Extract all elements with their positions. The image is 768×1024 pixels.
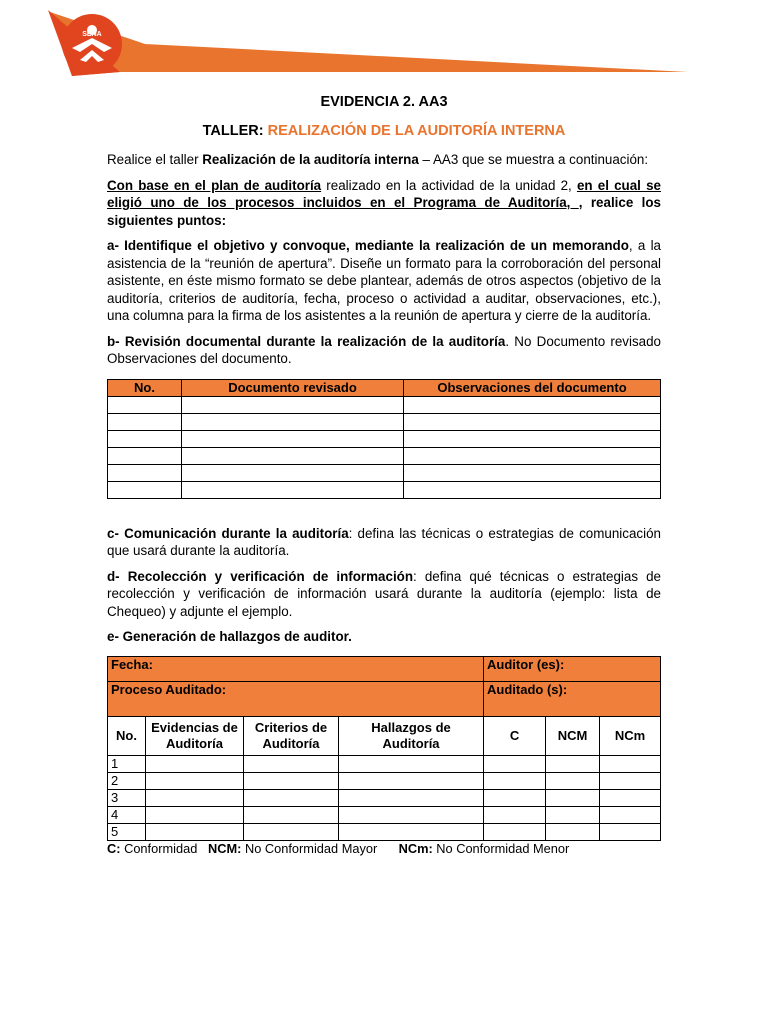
page-subtitle: TALLER: REALIZACIÓN DE LA AUDITORÍA INTERNA: [202, 123, 566, 139]
intro-paragraph: Realice el taller Realización de la auditoría interna – AA3 que se muestra a continuación:: [107, 152, 649, 167]
findings-table: [107, 656, 661, 841]
point-c: c- Comunicación durante la auditoría: defina las técnicas o estrategias de comunicación que usará durante la auditoría.: [107, 525, 661, 558]
document-body: [107, 91, 661, 857]
legend: C: Conformidad NCM: No Conformidad Mayor NCm: No Conformidad Menor: [107, 840, 570, 856]
documents-table: [107, 379, 661, 499]
fecha-label: Fecha:: [108, 656, 484, 681]
table-row: 1: [108, 755, 661, 772]
col-header-no: No.: [108, 716, 146, 755]
table-row: [108, 447, 661, 464]
col-header-documento: Documento revisado: [182, 379, 404, 396]
logo-text: SENA: [82, 31, 102, 38]
basis-paragraph: Con base en el plan de auditoría realizado en la actividad de la unidad 2, en el cual se eligió uno de los procesos incluidos en el Programa de Auditoría, , realice los siguientes puntos:: [107, 177, 661, 228]
table-row: 2: [108, 772, 661, 789]
point-a: a- Identifique el objetivo y convoque, mediante la realización de un memorando, a la asistencia de la “reunión de apertura”. Diseñe un formato para la corroboración del personal asistente, en éste mismo formato se debe plantear, además de otros aspectos (objetivo de la auditoría, criterios de auditoría, fecha, proceso o actividad a auditar, observaciones, etc.), una columna para la firma de los asistentes a la reunión de apertura y cierre de la auditoría.: [107, 238, 661, 323]
col-header-c: C: [484, 716, 546, 755]
table-row: [108, 430, 661, 447]
col-header-observaciones: Observaciones del documento: [404, 379, 661, 396]
auditado-label: Auditado (s):: [484, 681, 661, 716]
col-header-no: No.: [108, 379, 182, 396]
header-banner: [0, 0, 768, 90]
table-row: [108, 413, 661, 430]
point-d: d- Recolección y verificación de información: defina qué técnicas o estrategias de recolección y verificación de información usará durante la auditoría (ejemplo: lista de Chequeo) y adjunte el ejemplo.: [107, 568, 661, 619]
point-e: e- Generación de hallazgos de auditor.: [107, 629, 352, 644]
table-row: 5: [108, 823, 661, 840]
col-header-evidencias: Evidencias de Auditoría: [146, 716, 244, 755]
table-row: 3: [108, 789, 661, 806]
col-header-ncm: NCM: [546, 716, 600, 755]
col-header-criterios: Criterios de Auditoría: [244, 716, 339, 755]
table-row: 4: [108, 806, 661, 823]
header-swoosh: [50, 12, 688, 76]
auditor-label: Auditor (es):: [484, 656, 661, 681]
page-title: EVIDENCIA 2. AA3: [320, 94, 448, 110]
point-b: b- Revisión documental durante la realización de la auditoría. No Documento revisado Observaciones del documento.: [107, 333, 661, 366]
table-row: [108, 396, 661, 413]
table-row: [108, 464, 661, 481]
proceso-label: Proceso Auditado:: [108, 681, 484, 716]
col-header-hallazgos: Hallazgos de Auditoría: [339, 716, 484, 755]
col-header-ncm-minor: NCm: [600, 716, 661, 755]
table-row: [108, 481, 661, 498]
sena-logo-icon: [62, 14, 122, 74]
